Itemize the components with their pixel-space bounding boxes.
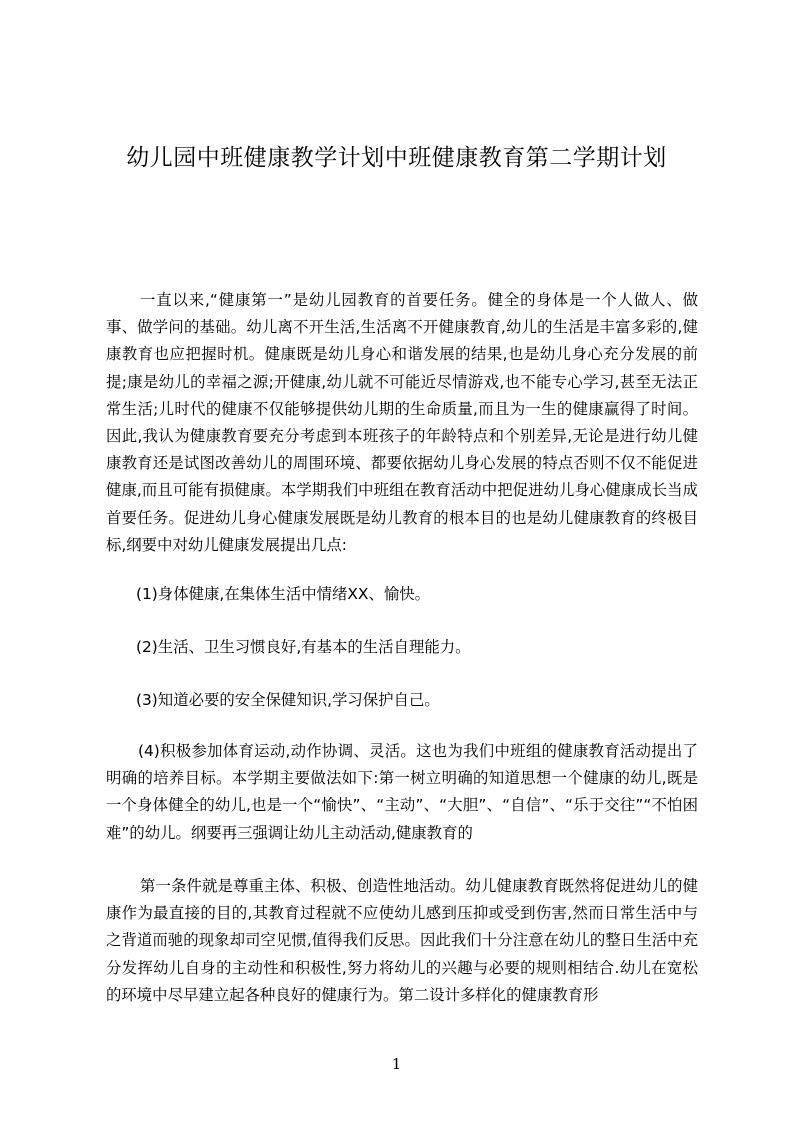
closing-paragraph: 第一条件就是尊重主体、积极、创造性地活动。幼儿健康教育既然将促进幼儿的健康作为最直接的目的,其教育过程就不应使幼儿感到压抑或受到伤害,然而日常生活中与之背道而驰的现象却司空见惯,值得我们反思。因此我们十分注意在幼儿的整日生活中充分发挥幼儿自身的主动性和积极性,努力将幼儿的兴趣与必要的规则相结合.幼儿在宽松的环境中尽早建立起各种良好的健康行为。第二设计多样化的健康教育形 [106, 877, 698, 1004]
intro-paragraph: 一直以来,“健康第一”是幼儿园教育的首要任务。健全的身体是一个人做人、做事、做学问的基础。幼儿离不开生活,生活离不开健康教育,幼儿的生活是丰富多彩的,健康教育也应把握时机。健康既是幼儿身心和谐发展的结果,也是幼儿身心充分发展的前提;康是幼儿的幸福之源;开健康,幼儿就不可能近尽情游戏,也不能专心学习,甚至无法正常生活;儿时代的健康不仅能够提供幼儿期的生命质量,而且为一生的健康赢得了时间。因此,我认为健康教育要充分考虑到本班孩子的年龄特点和个别差异,无论是进行幼儿健康教育还是试图改善幼儿的周围环境、都要依据幼儿身心发展的特点否则不仅不能促进健康,而且可能有损健康。本学期我们中班组在教育活动中把促进幼儿身心健康成长当成首要任务。促进幼儿身心健康发展既是幼儿教育的根本目的也是幼儿健康教育的终极目标,纲要中对幼儿健康发展提出几点: [106, 291, 698, 554]
point-1: (1)身体健康,在集体生活中情绪XX、愉快。 [136, 585, 431, 603]
page-number: 1 [391, 1055, 402, 1073]
point-4-paragraph: (4)积极参加体育运动,动作协调、灵活。这也为我们中班组的健康教育活动提出了明确的培养目标。本学期主要做法如下:第一树立明确的知道思想一个健康的幼儿,既是一个身体健全的幼儿,也是一个“愉快”、“主动”、“大胆”、“自信”、“乐于交往”“不怕困难”的幼儿。纲要再三强调让幼儿主动活动,健康教育的 [106, 742, 698, 842]
point-3: (3)知道必要的安全保健知识,学习保护自己。 [136, 691, 440, 709]
document-title: 幼儿园中班健康教学计划中班健康教育第二学期计划 [126, 145, 667, 171]
point-2: (2)生活、卫生习惯良好,有基本的生活自理能力。 [136, 638, 471, 656]
